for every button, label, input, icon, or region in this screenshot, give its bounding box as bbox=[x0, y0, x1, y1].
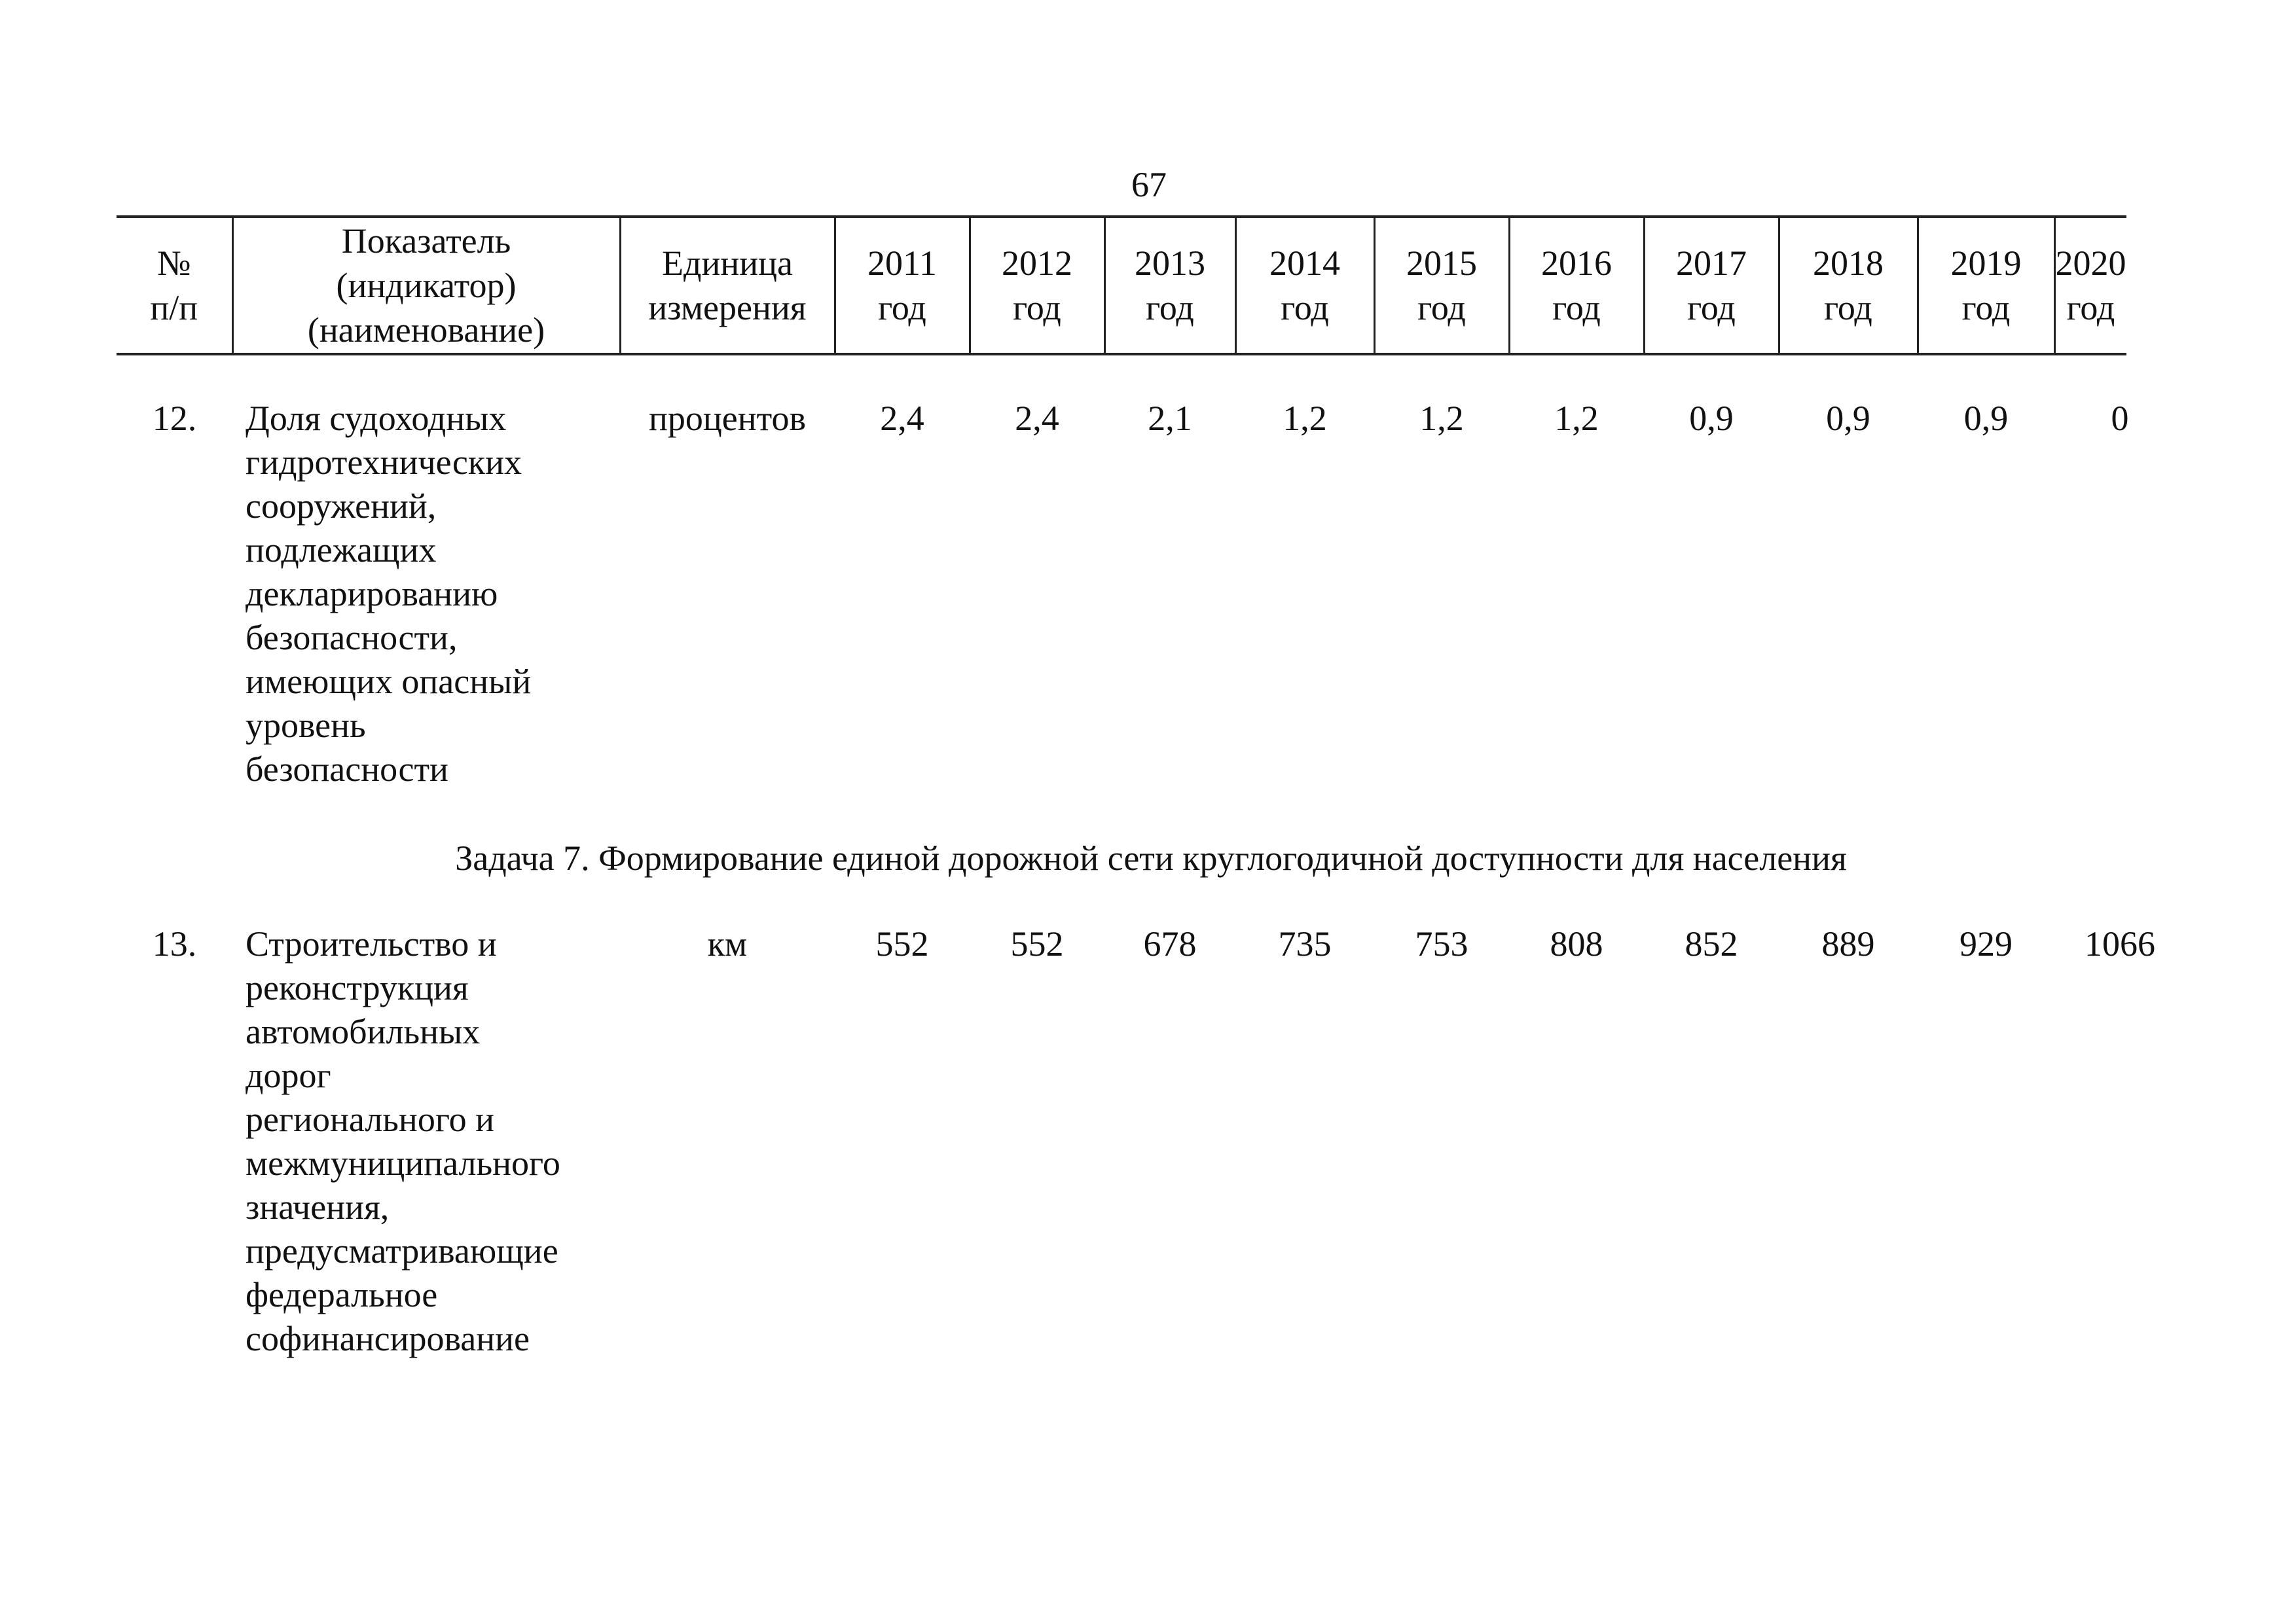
header-indicator-line: (индикатор) bbox=[336, 266, 517, 305]
indicator-name bbox=[246, 397, 612, 791]
page-number: 67 bbox=[1131, 165, 1167, 204]
value-2020: 1066 bbox=[2085, 924, 2155, 964]
header-year-2017 bbox=[1644, 217, 1779, 354]
value-2011: 2,4 bbox=[880, 399, 924, 438]
value-2016: 808 bbox=[1550, 924, 1603, 964]
header-year: 2013 bbox=[1135, 244, 1205, 283]
header-year-2018 bbox=[1779, 217, 1918, 354]
value-2013: 2,1 bbox=[1148, 399, 1192, 438]
header-year: 2020 bbox=[2055, 244, 2126, 283]
header-year-suffix: год bbox=[878, 288, 926, 327]
indicator-name-line: Доля судоходных bbox=[246, 399, 507, 438]
indicator-name-line: регионального и bbox=[246, 1100, 495, 1139]
header-indicator-line: Показатель bbox=[341, 221, 511, 261]
header-year-2019 bbox=[1918, 217, 2054, 354]
header-year: 2012 bbox=[1002, 244, 1072, 283]
header-indicator-line: (наименование) bbox=[307, 310, 545, 350]
value-2015: 1,2 bbox=[1419, 399, 1464, 438]
header-year: 2017 bbox=[1676, 244, 1747, 283]
indicator-name-line: значения, bbox=[246, 1187, 390, 1227]
indicator-name-line: Строительство и bbox=[246, 924, 497, 964]
header-year: 2015 bbox=[1406, 244, 1477, 283]
indicator-name-line: уровень bbox=[246, 706, 366, 745]
value-2012: 2,4 bbox=[1015, 399, 1059, 438]
value-2019: 929 bbox=[1959, 924, 2013, 964]
header-year: 2016 bbox=[1541, 244, 1612, 283]
unit-value: км bbox=[707, 924, 748, 964]
value-2017: 0,9 bbox=[1689, 399, 1734, 438]
header-year: 2014 bbox=[1269, 244, 1340, 283]
indicator-name-line: софинансирование bbox=[246, 1319, 530, 1358]
value-2013: 678 bbox=[1143, 924, 1197, 964]
header-year-suffix: год bbox=[1552, 288, 1601, 327]
header-year-2015 bbox=[1374, 217, 1509, 354]
header-unit-line: измерения bbox=[648, 288, 807, 327]
header-year-suffix: год bbox=[1824, 288, 1872, 327]
header-year-2016 bbox=[1509, 217, 1644, 354]
indicator-table-header bbox=[117, 215, 2126, 355]
header-year-2013 bbox=[1104, 217, 1235, 354]
header-year: 2019 bbox=[1950, 244, 2022, 283]
value-2018: 889 bbox=[1821, 924, 1875, 964]
unit-value: процентов bbox=[648, 399, 807, 438]
header-year-2012 bbox=[970, 217, 1104, 354]
value-2014: 735 bbox=[1278, 924, 1332, 964]
indicator-name-line: безопасности, bbox=[246, 618, 458, 657]
task-title: Задача 7. Формирование единой дорожной сети круглогодичной доступности для населения bbox=[455, 839, 1847, 878]
indicator-name-line: межмуниципального bbox=[246, 1144, 560, 1183]
header-year-suffix: год bbox=[1687, 288, 1736, 327]
value-2014: 1,2 bbox=[1283, 399, 1327, 438]
header-unit bbox=[620, 217, 835, 354]
header-year-suffix: год bbox=[1013, 288, 1061, 327]
indicator-name bbox=[246, 922, 625, 1361]
header-year-2011 bbox=[835, 217, 970, 354]
header-year-2020 bbox=[2054, 217, 2126, 354]
row-number: 13. bbox=[152, 924, 197, 964]
header-year-suffix: год bbox=[2066, 288, 2115, 327]
value-2015: 753 bbox=[1415, 924, 1468, 964]
indicator-name-line: дорог bbox=[246, 1056, 331, 1095]
header-year-suffix: год bbox=[1417, 288, 1466, 327]
indicator-name-line: реконструкция bbox=[246, 968, 469, 1007]
indicator-name-line: автомобильных bbox=[246, 1012, 481, 1051]
indicator-name-line: предусматривающие bbox=[246, 1231, 558, 1271]
indicator-name-line: декларированию bbox=[246, 574, 498, 613]
indicator-name-line: имеющих опасный bbox=[246, 662, 532, 701]
row-number: 12. bbox=[152, 399, 197, 438]
value-2019: 0,9 bbox=[1963, 399, 2009, 438]
header-year-2014 bbox=[1235, 217, 1374, 354]
header-num-line: п/п bbox=[150, 288, 198, 327]
value-2018: 0,9 bbox=[1826, 399, 1870, 438]
indicator-name-line: сооружений, bbox=[246, 486, 437, 526]
value-2020: 0 bbox=[2111, 399, 2129, 438]
value-2016: 1,2 bbox=[1554, 399, 1599, 438]
value-2012: 552 bbox=[1010, 924, 1064, 964]
header-year: 2011 bbox=[867, 244, 937, 283]
indicator-name-line: безопасности bbox=[246, 749, 448, 789]
header-num-line: № bbox=[156, 244, 191, 283]
indicator-name-line: подлежащих bbox=[246, 530, 437, 569]
header-indicator bbox=[232, 217, 620, 354]
value-2011: 552 bbox=[875, 924, 929, 964]
header-year-suffix: год bbox=[1961, 288, 2011, 327]
indicator-name-line: федеральное bbox=[246, 1275, 438, 1314]
header-year-suffix: год bbox=[1146, 288, 1194, 327]
indicator-name-line: гидротехнических bbox=[246, 442, 522, 482]
header-num bbox=[117, 217, 232, 354]
header-year-suffix: год bbox=[1281, 288, 1329, 327]
header-year: 2018 bbox=[1813, 244, 1884, 283]
value-2017: 852 bbox=[1685, 924, 1738, 964]
header-unit-line: Единица bbox=[661, 244, 793, 283]
